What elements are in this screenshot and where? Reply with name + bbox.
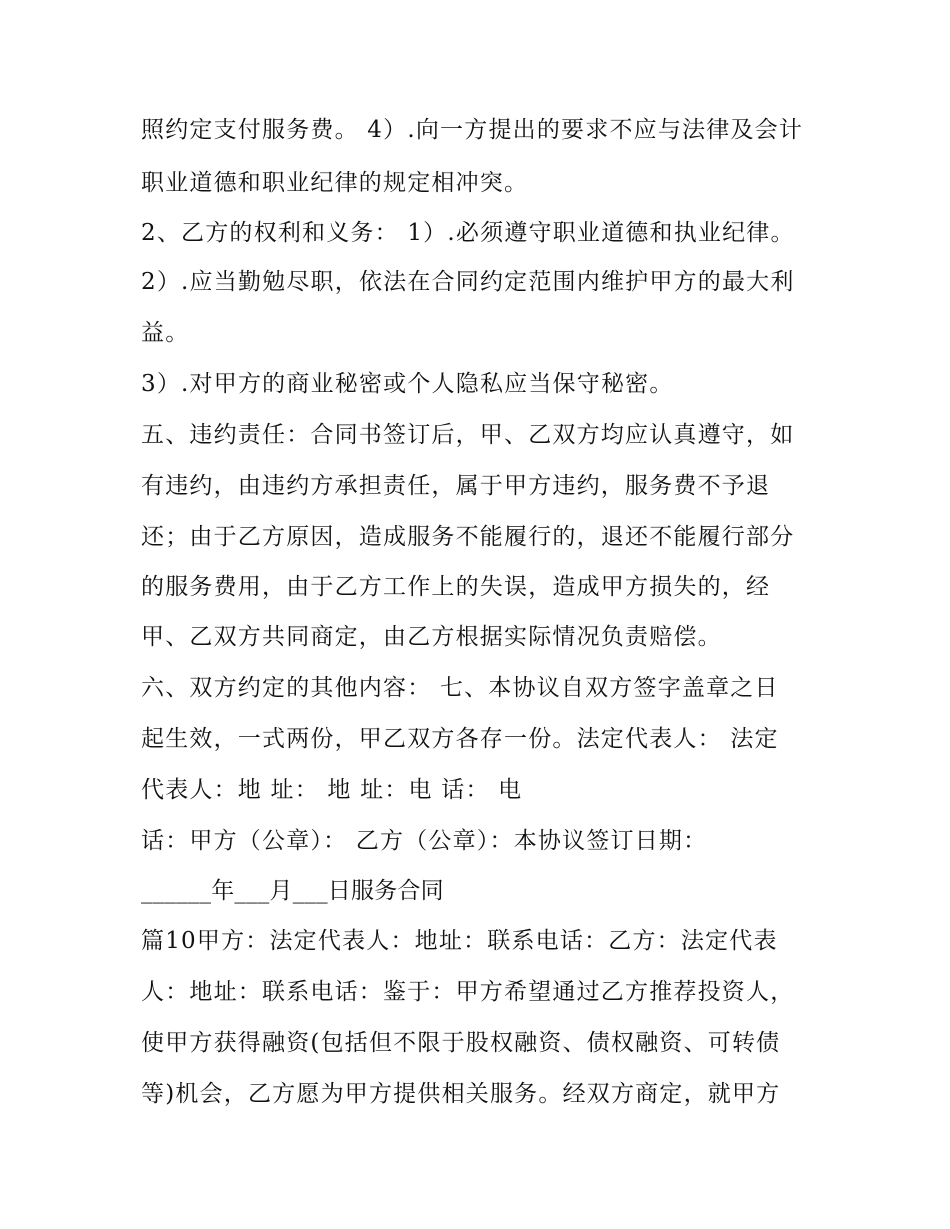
text-line-3: 2、乙方的权利和义务： 1）.必须遵守职业道德和执业纪律。 <box>141 220 795 246</box>
text-line-14: 代表人：地 址： 地 址：电 话： 电 <box>141 777 523 803</box>
text-line-7: 五、违约责任：合同书签订后，甲、乙双方均应认真遵守，如 <box>141 422 795 448</box>
text-line-20: 等)机会，乙方愿为甲方提供相关服务。经双方商定，就甲方 <box>141 1081 781 1107</box>
text-line-16: ______年___月___日服务合同 <box>141 878 444 904</box>
text-line-15: 话：甲方（公章）： 乙方（公章）：本协议签订日期： <box>141 828 708 854</box>
text-line-6: 3）.对甲方的商业秘密或个人隐私应当保守秘密。 <box>141 371 674 397</box>
text-line-10: 的服务费用，由于乙方工作上的失误，造成甲方损失的，经 <box>141 574 771 600</box>
text-line-17: 篇10甲方：法定代表人：地址：联系电话：乙方：法定代表 <box>141 928 778 954</box>
text-line-9: 还；由于乙方原因，造成服务不能履行的，退还不能履行部分 <box>141 524 795 550</box>
text-line-4: 2）.应当勤勉尽职，依法在合同约定范围内维护甲方的最大利 <box>141 269 795 295</box>
text-line-5: 益。 <box>141 320 190 346</box>
text-line-13: 起生效，一式两份，甲乙双方各存一份。法定代表人： 法定 <box>141 726 779 752</box>
text-line-11: 甲、乙双方共同商定，由乙方根据实际情况负责赔偿。 <box>141 624 722 650</box>
text-line-18: 人：地址：联系电话：鉴于：甲方希望通过乙方推荐投资人， <box>141 979 795 1005</box>
text-line-1: 照约定支付服务费。 4）.向一方提出的要求不应与法律及会计 <box>141 117 804 143</box>
text-line-8: 有违约，由违约方承担责任，属于甲方违约，服务费不予退 <box>141 473 771 499</box>
text-line-19: 使甲方获得融资(包括但不限于股权融资、债权融资、可转债 <box>141 1030 781 1056</box>
text-line-12: 六、双方约定的其他内容： 七、本协议自双方签字盖章之日 <box>141 675 779 701</box>
text-line-2: 职业道德和职业纪律的规定相冲突。 <box>141 170 529 196</box>
